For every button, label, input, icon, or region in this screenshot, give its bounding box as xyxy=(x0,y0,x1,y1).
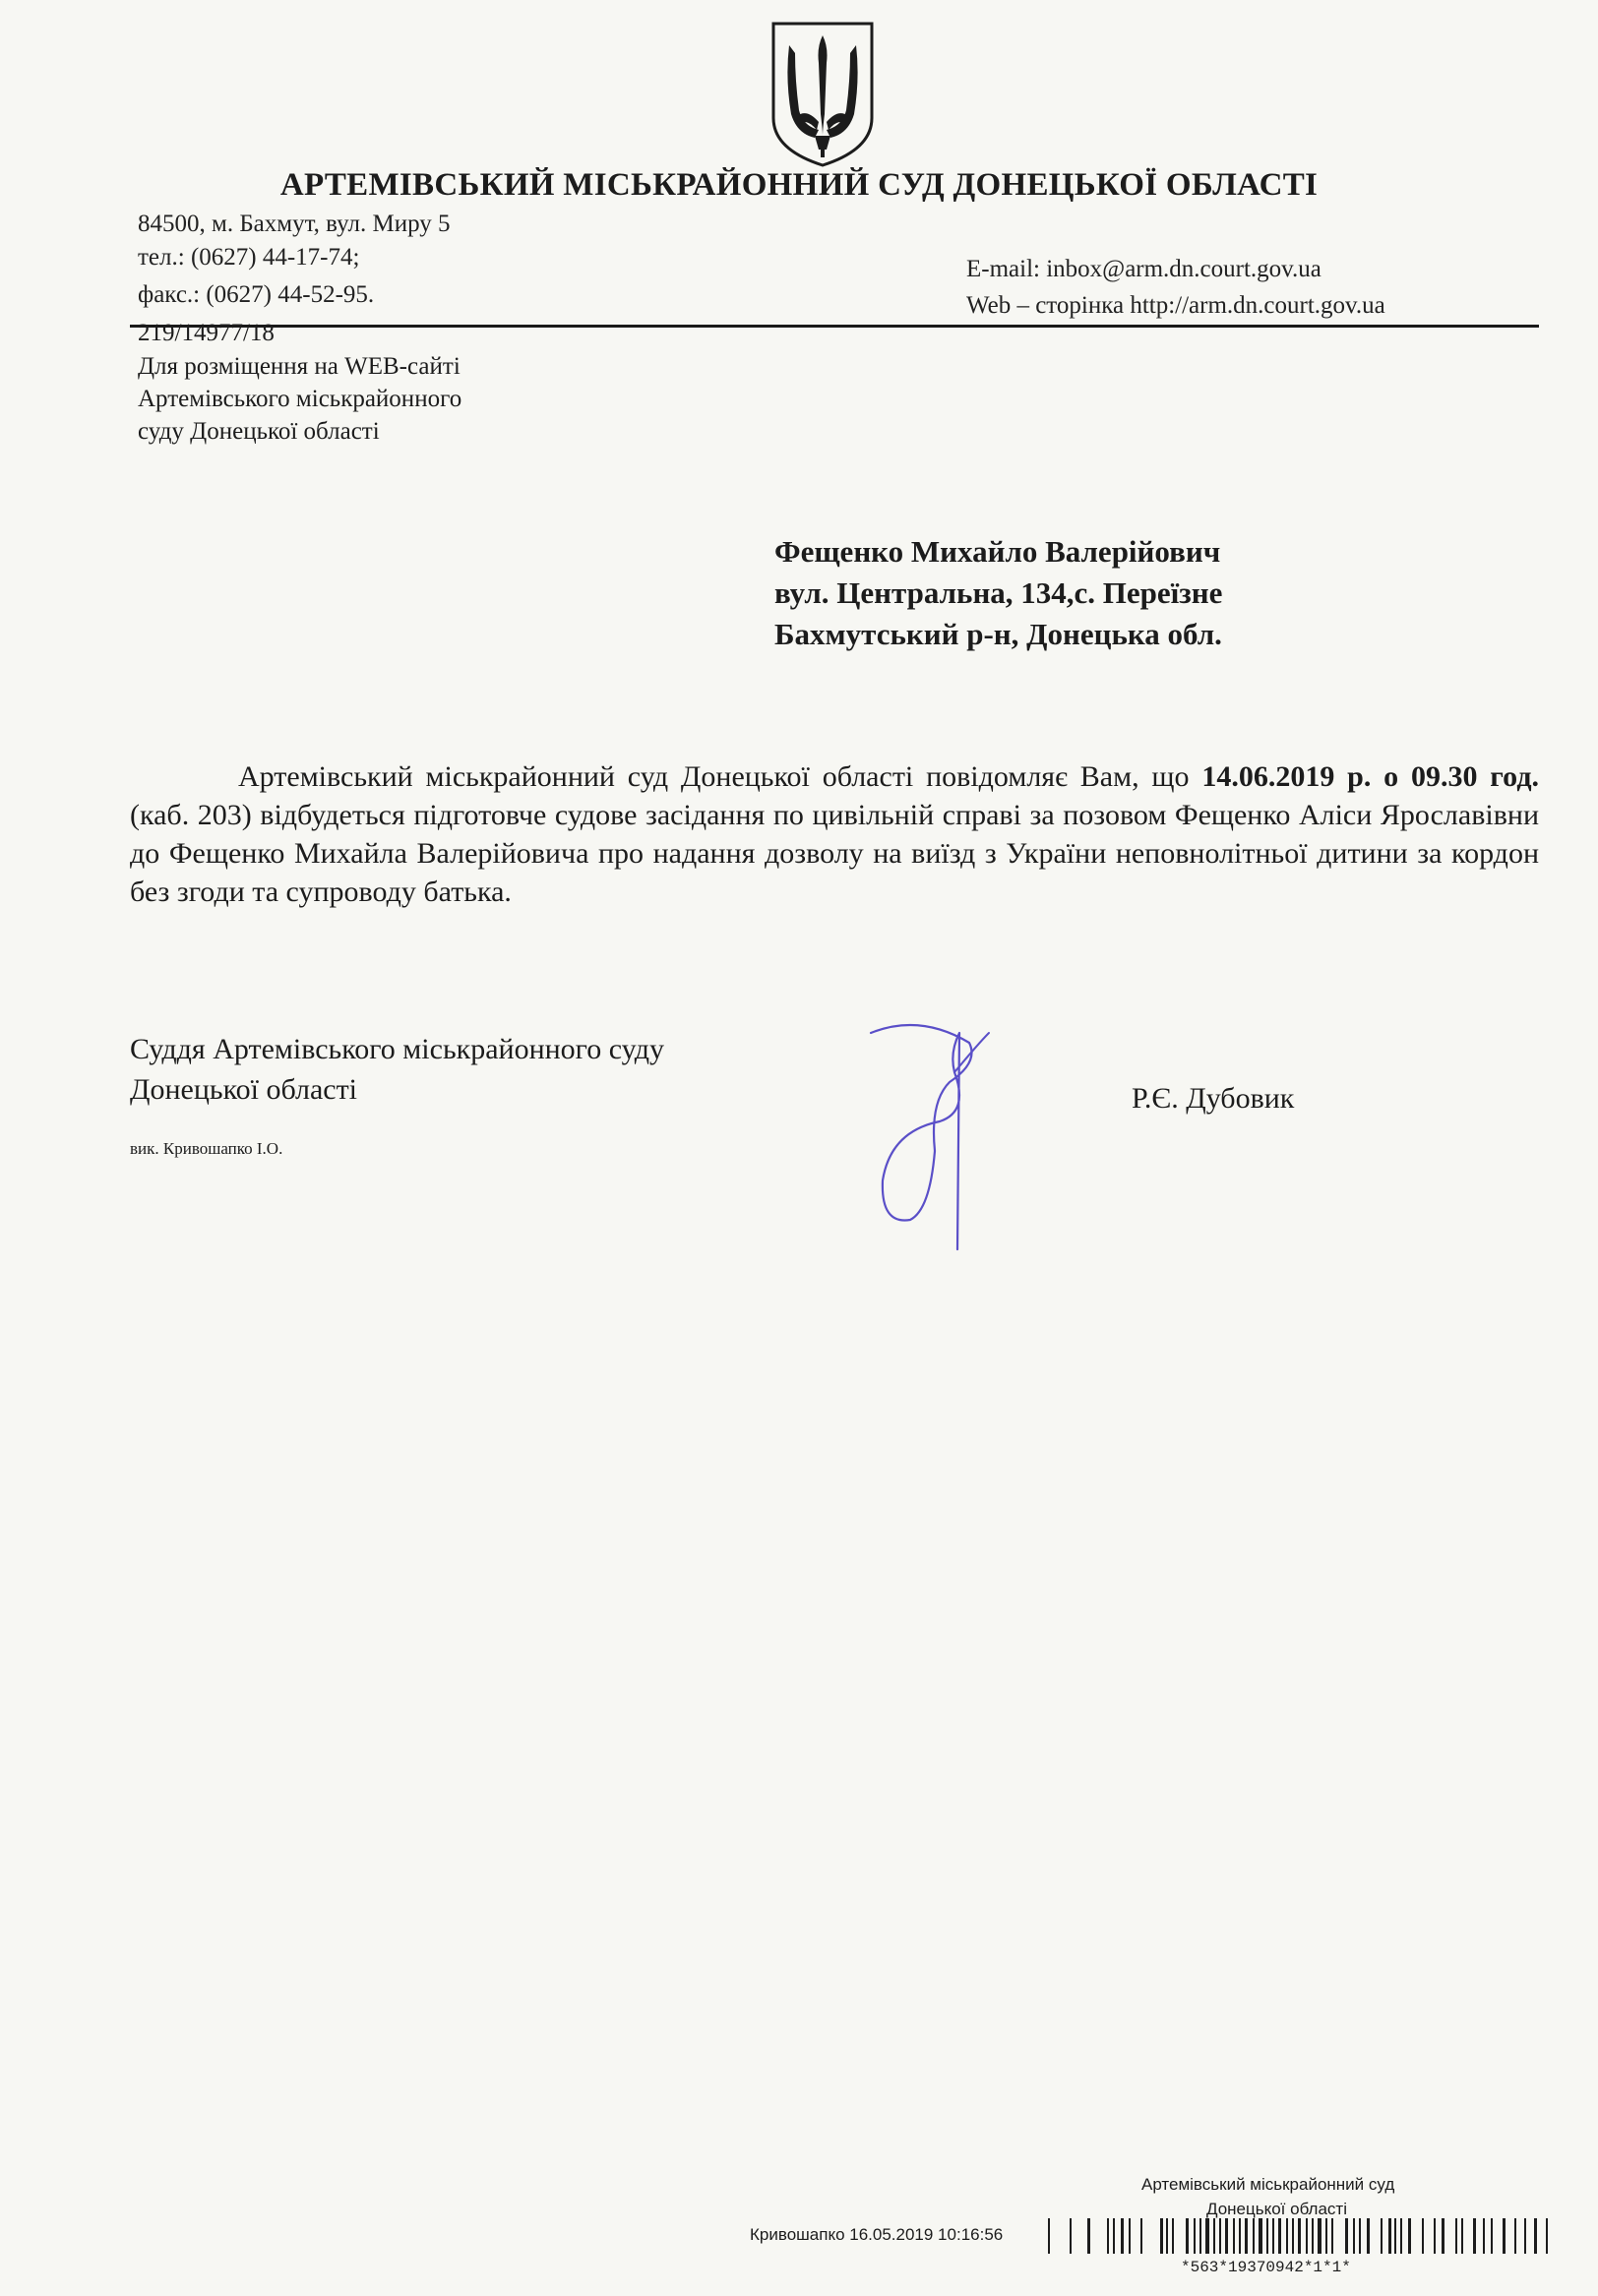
hearing-datetime: 14.06.2019 р. о 09.30 год. xyxy=(1201,760,1539,793)
court-phone: тел.: (0627) 44-17-74; xyxy=(138,244,360,271)
notice-paragraph xyxy=(130,757,1539,911)
court-fax: факс.: (0627) 44-52-95. xyxy=(138,281,375,308)
judge-position-line-2: Донецької області xyxy=(130,1073,358,1106)
court-title: АРТЕМІВСЬКИЙ МІСЬКРАЙОННИЙ СУД ДОНЕЦЬКОЇ ОБЛАСТІ xyxy=(279,167,1319,203)
court-email: E-mail: inbox@arm.dn.court.gov.ua xyxy=(966,256,1321,282)
court-address: 84500, м. Бахмут, вул. Миру 5 xyxy=(138,211,451,237)
judge-name: Р.Є. Дубовик xyxy=(1132,1082,1295,1115)
web-note-line-1: Для розміщення на WEB-сайті xyxy=(138,353,461,380)
judge-position-line-1: Суддя Артемівського міськрайонного суду xyxy=(130,1033,665,1065)
addressee-district: Бахмутський р-н, Донецька обл. xyxy=(774,617,1222,651)
addressee-block xyxy=(774,531,1222,655)
web-note-line-2: Артемівського міськрайонного xyxy=(138,386,462,412)
case-number: 219/14977/18 xyxy=(138,320,275,346)
executor-note: вик. Кривошапко І.О. xyxy=(130,1139,283,1158)
notice-text-part-2: (каб. 203) відбудеться підготовче судове засідання по цивільній справі за позовом Фещенко Аліси Ярославівни до Фещенко Михайла Валерійовича про надання дозволу на виїзд з України неповнолітньої дитини за кордон без згоди та супроводу батька. xyxy=(130,799,1539,908)
court-website: Web – сторінка http://arm.dn.court.gov.ua xyxy=(966,292,1385,319)
handwritten-signature-icon xyxy=(861,1013,1009,1259)
stamp-court-name: Артемівський міськрайонний суд xyxy=(1141,2175,1395,2194)
barcode-icon xyxy=(1048,2218,1550,2254)
addressee-street: вул. Центральна, 134,с. Переїзне xyxy=(774,575,1223,610)
web-note-line-3: суду Донецької області xyxy=(138,418,380,445)
notice-text-part-1: Артемівський міськрайонний суд Донецької області повідомляє Вам, що xyxy=(238,760,1202,793)
header-divider xyxy=(130,325,1539,328)
barcode-number: *563*19370942*1*1* xyxy=(1181,2259,1351,2276)
addressee-name: Фещенко Михайло Валерійович xyxy=(774,534,1221,569)
coat-of-arms-icon xyxy=(768,20,878,169)
stamp-court-region: Донецької області xyxy=(1206,2200,1347,2218)
registration-info: Кривошапко 16.05.2019 10:16:56 xyxy=(750,2225,1004,2244)
